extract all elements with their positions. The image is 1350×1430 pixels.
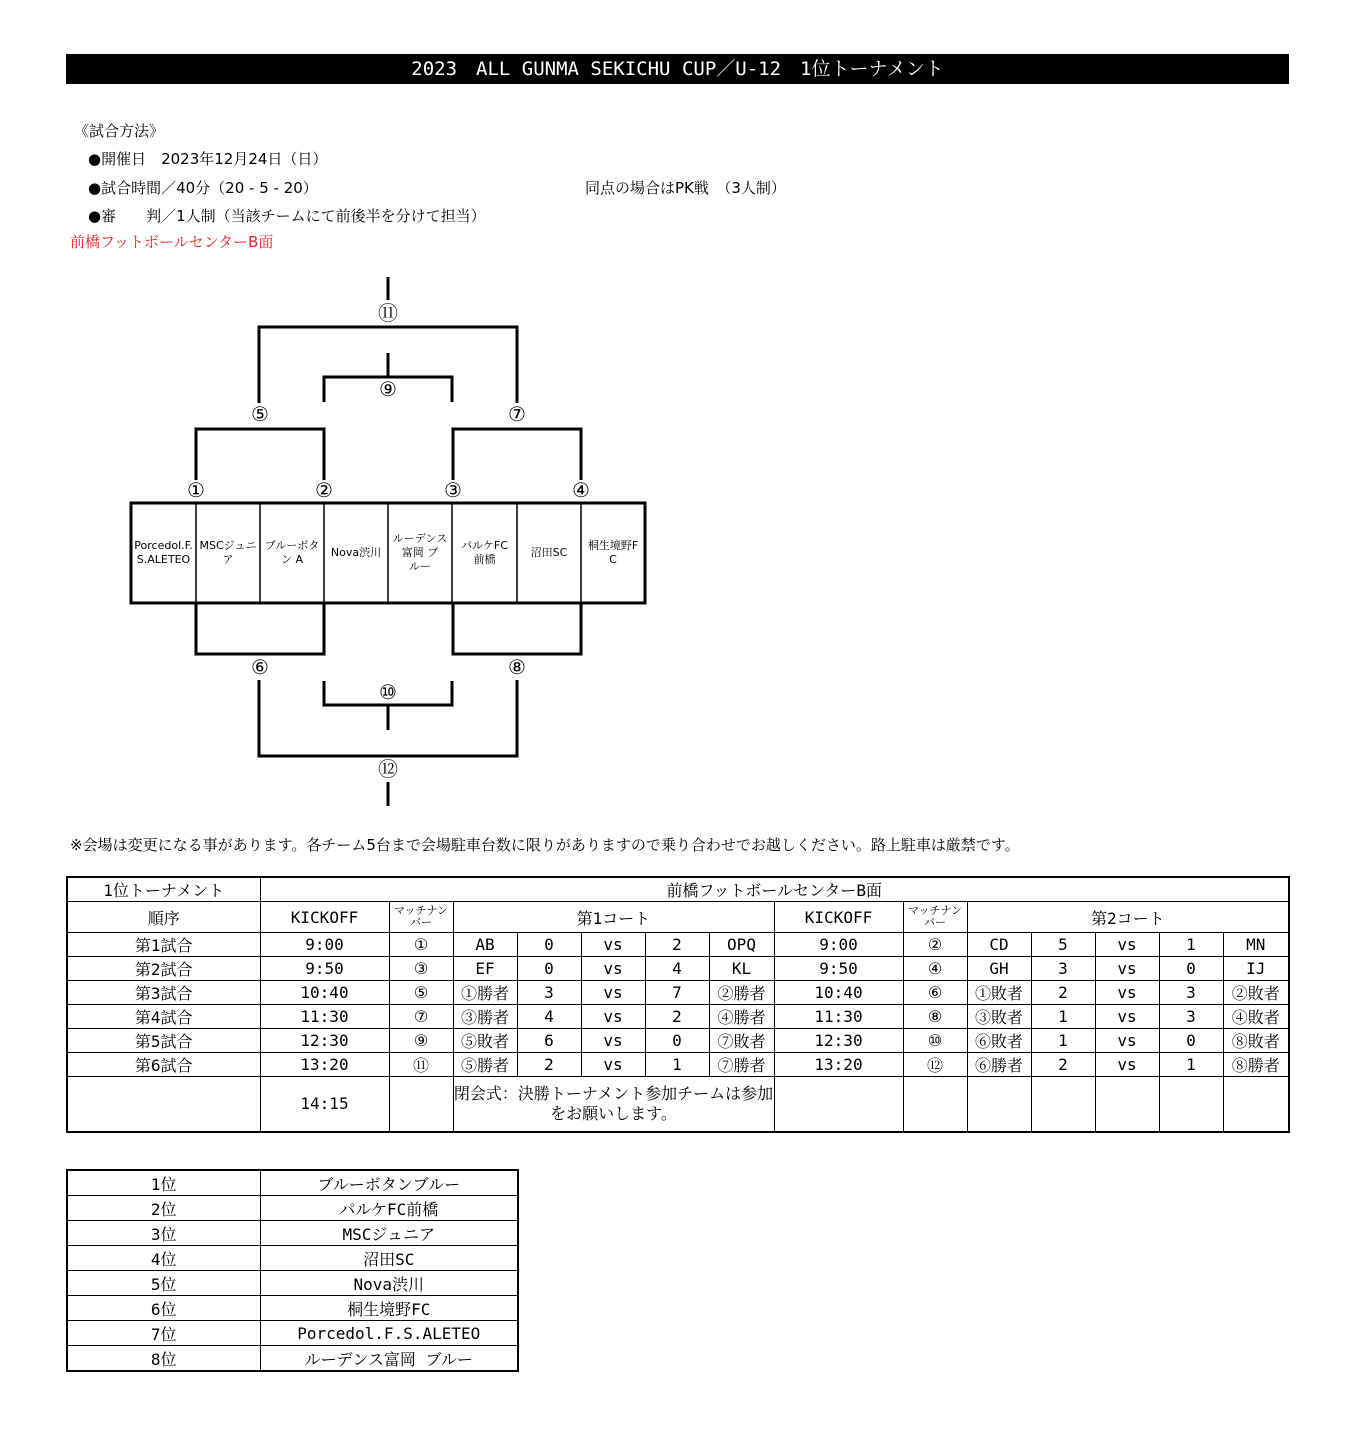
ranking-row <box>67 1321 518 1346</box>
ranking-team: ルーデンス富岡 ブルー <box>260 1346 518 1372</box>
ranking-row <box>67 1246 518 1271</box>
schedule-cell-s2a: 1 <box>1031 1005 1095 1029</box>
schedule-table <box>66 876 1290 1133</box>
schedule-cell-k2: 9:00 <box>774 933 903 957</box>
schedule-cell-s2a: 2 <box>1031 1053 1095 1077</box>
schedule-cell-m2: ⑫ <box>903 1053 967 1077</box>
schedule-cell-s2b: 3 <box>1159 1005 1223 1029</box>
schedule-cell-vs2: vs <box>1095 981 1159 1005</box>
schedule-cell-t1b: ⑦敗者 <box>709 1029 774 1053</box>
schedule-cell-k2: 10:40 <box>774 981 903 1005</box>
schedule-cell-t2b: ②敗者 <box>1223 981 1289 1005</box>
header-court-2: 第2コート <box>967 902 1289 933</box>
match-number-10: ⑩ <box>379 680 397 704</box>
closing-empty <box>1095 1077 1159 1132</box>
ranking-rank: 4位 <box>67 1246 260 1271</box>
schedule-cell-s2b: 0 <box>1159 1029 1223 1053</box>
closing-empty <box>1031 1077 1095 1132</box>
schedule-cell-t2a: ③敗者 <box>967 1005 1031 1029</box>
referee-rule: ●審 判／1人制（当該チームにて前後半を分けて担当） <box>88 207 486 225</box>
ranking-table <box>66 1169 519 1372</box>
ranking-rank: 5位 <box>67 1271 260 1296</box>
schedule-cell-t1b: KL <box>709 957 774 981</box>
schedule-cell-m1: ① <box>389 933 453 957</box>
schedule-cell-t1a: ⑤敗者 <box>453 1029 517 1053</box>
ranking-team: MSCジュニア <box>260 1221 518 1246</box>
schedule-cell-k1: 10:40 <box>260 981 389 1005</box>
schedule-cell-k1: 13:20 <box>260 1053 389 1077</box>
schedule-row <box>67 957 1289 981</box>
ranking-team: 桐生境野FC <box>260 1296 518 1321</box>
schedule-cell-t1b: ⑦勝者 <box>709 1053 774 1077</box>
schedule-cell-s1a: 4 <box>517 1005 581 1029</box>
schedule-cell-vs2: vs <box>1095 957 1159 981</box>
parking-note: ※会場は変更になる事があります。各チーム5台まで会場駐車台数に限りがありますので乗り合わせでお越しください。路上駐車は厳禁です。 <box>70 836 1020 854</box>
schedule-row <box>67 1029 1289 1053</box>
schedule-cell-vs1: vs <box>581 1029 645 1053</box>
schedule-cell-t1a: ①勝者 <box>453 981 517 1005</box>
schedule-cell-order: 第5試合 <box>67 1029 260 1053</box>
closing-empty <box>1223 1077 1289 1132</box>
team-cell-3: ブルーボタ ン A <box>264 539 320 566</box>
team-cell-5: ルーデンス 富岡 ブ ルー <box>392 532 448 573</box>
team-cell-4: Nova渋川 <box>330 546 382 559</box>
schedule-cell-s1b: 7 <box>645 981 709 1005</box>
schedule-cell-t1b: ②勝者 <box>709 981 774 1005</box>
schedule-cell-s2b: 1 <box>1159 933 1223 957</box>
ranking-rank: 8位 <box>67 1346 260 1372</box>
schedule-header-row <box>67 877 1289 902</box>
schedule-cell-s2a: 3 <box>1031 957 1095 981</box>
schedule-cell-s1b: 4 <box>645 957 709 981</box>
schedule-cell-m2: ⑩ <box>903 1029 967 1053</box>
column-header-row <box>67 902 1289 933</box>
schedule-cell-m2: ④ <box>903 957 967 981</box>
schedule-row <box>67 933 1289 957</box>
venue-label: 前橋フットボールセンターB面 <box>70 233 274 251</box>
header-match-2: マッチナンバー <box>903 902 967 933</box>
schedule-cell-m1: ⑨ <box>389 1029 453 1053</box>
schedule-cell-s2a: 2 <box>1031 981 1095 1005</box>
header-match-1: マッチナンバー <box>389 902 453 933</box>
schedule-cell-order: 第1試合 <box>67 933 260 957</box>
schedule-cell-t2b: ④敗者 <box>1223 1005 1289 1029</box>
schedule-cell-order: 第4試合 <box>67 1005 260 1029</box>
schedule-cell-m1: ⑤ <box>389 981 453 1005</box>
schedule-cell-t1a: ③勝者 <box>453 1005 517 1029</box>
schedule-cell-s1a: 6 <box>517 1029 581 1053</box>
match-number-9: ⑨ <box>379 377 397 401</box>
event-date: ●開催日 2023年12月24日（日） <box>88 150 328 168</box>
schedule-cell-s1b: 2 <box>645 1005 709 1029</box>
schedule-cell-t1b: ④勝者 <box>709 1005 774 1029</box>
team-cell-2: MSCジュニ ア <box>199 539 257 566</box>
ranking-rank: 6位 <box>67 1296 260 1321</box>
schedule-cell-order: 第6試合 <box>67 1053 260 1077</box>
match-number-7: ⑦ <box>508 402 526 426</box>
schedule-cell-vs1: vs <box>581 981 645 1005</box>
schedule-cell-m1: ⑪ <box>389 1053 453 1077</box>
schedule-cell-t1a: EF <box>453 957 517 981</box>
schedule-cell-t1b: OPQ <box>709 933 774 957</box>
match-number-11: ⑪ <box>378 301 398 325</box>
header-order: 順序 <box>67 902 260 933</box>
schedule-cell-k2: 13:20 <box>774 1053 903 1077</box>
closing-empty <box>389 1077 453 1132</box>
schedule-cell-t2b: IJ <box>1223 957 1289 981</box>
ranking-row <box>67 1271 518 1296</box>
schedule-cell-s1a: 3 <box>517 981 581 1005</box>
schedule-cell-s1b: 2 <box>645 933 709 957</box>
ranking-team: パルケFC前橋 <box>260 1196 518 1221</box>
schedule-cell-m1: ⑦ <box>389 1005 453 1029</box>
match-number-6: ⑥ <box>251 655 269 679</box>
schedule-cell-vs1: vs <box>581 1005 645 1029</box>
schedule-cell-k1: 9:00 <box>260 933 389 957</box>
header-court-1: 第1コート <box>453 902 774 933</box>
ranking-team: ブルーボタンブルー <box>260 1170 518 1196</box>
section-label: 1位トーナメント <box>67 877 260 902</box>
schedule-cell-vs2: vs <box>1095 933 1159 957</box>
method-heading: 《試合方法》 <box>74 122 165 140</box>
match-number-1: ① <box>187 478 205 502</box>
closing-empty <box>67 1077 260 1132</box>
ranking-row <box>67 1170 518 1196</box>
ranking-row <box>67 1221 518 1246</box>
header-kickoff-2: KICKOFF <box>774 902 903 933</box>
schedule-cell-vs1: vs <box>581 957 645 981</box>
schedule-cell-k2: 11:30 <box>774 1005 903 1029</box>
schedule-cell-t2b: ⑧敗者 <box>1223 1029 1289 1053</box>
schedule-cell-s1a: 0 <box>517 957 581 981</box>
ranking-rank: 7位 <box>67 1321 260 1346</box>
schedule-venue: 前橋フットボールセンターB面 <box>260 877 1289 902</box>
closing-time: 14:15 <box>260 1077 389 1132</box>
schedule-cell-k1: 12:30 <box>260 1029 389 1053</box>
team-cell-6: パルケFC 前橋 <box>461 539 508 566</box>
match-duration: ●試合時間／40分（20 - 5 - 20） <box>88 179 318 197</box>
schedule-cell-k1: 11:30 <box>260 1005 389 1029</box>
schedule-cell-t2a: CD <box>967 933 1031 957</box>
match-number-4: ④ <box>572 478 590 502</box>
schedule-cell-t1a: AB <box>453 933 517 957</box>
schedule-cell-m2: ⑧ <box>903 1005 967 1029</box>
schedule-cell-vs2: vs <box>1095 1053 1159 1077</box>
schedule-cell-order: 第2試合 <box>67 957 260 981</box>
ranking-team: Porcedol.F.S.ALETEO <box>260 1321 518 1346</box>
closing-empty <box>1159 1077 1223 1132</box>
closing-empty <box>774 1077 903 1132</box>
schedule-row <box>67 981 1289 1005</box>
schedule-cell-s2b: 3 <box>1159 981 1223 1005</box>
closing-ceremony-text: 閉会式：決勝トーナメント参加チームは参加をお願いします。 <box>453 1077 774 1132</box>
match-number-3: ③ <box>444 478 462 502</box>
schedule-cell-t2a: ①敗者 <box>967 981 1031 1005</box>
ranking-rank: 3位 <box>67 1221 260 1246</box>
schedule-cell-t2b: MN <box>1223 933 1289 957</box>
closing-empty <box>967 1077 1031 1132</box>
match-number-12: ⑫ <box>378 757 398 781</box>
team-cell-7: 沼田SC <box>530 546 568 559</box>
bracket-lines <box>0 0 700 830</box>
schedule-cell-m1: ③ <box>389 957 453 981</box>
schedule-cell-s2b: 1 <box>1159 1053 1223 1077</box>
schedule-cell-t2b: ⑧勝者 <box>1223 1053 1289 1077</box>
schedule-cell-k2: 12:30 <box>774 1029 903 1053</box>
schedule-cell-t2a: GH <box>967 957 1031 981</box>
schedule-cell-t2a: ⑥勝者 <box>967 1053 1031 1077</box>
header-kickoff-1: KICKOFF <box>260 902 389 933</box>
schedule-cell-s2b: 0 <box>1159 957 1223 981</box>
ranking-row <box>67 1346 518 1372</box>
schedule-cell-vs1: vs <box>581 933 645 957</box>
schedule-cell-k1: 9:50 <box>260 957 389 981</box>
schedule-cell-vs1: vs <box>581 1053 645 1077</box>
pk-rule: 同点の場合はPK戦 （3人制） <box>585 179 786 197</box>
schedule-cell-m2: ② <box>903 933 967 957</box>
team-cell-1: Porcedol.F. S.ALETEO <box>134 539 193 566</box>
schedule-cell-s1a: 0 <box>517 933 581 957</box>
schedule-cell-s2a: 5 <box>1031 933 1095 957</box>
schedule-row <box>67 1053 1289 1077</box>
schedule-cell-s2a: 1 <box>1031 1029 1095 1053</box>
match-number-5: ⑤ <box>251 402 269 426</box>
page-title: 2023 ALL GUNMA SEKICHU CUP／U-12 1位トーナメント <box>66 54 1289 84</box>
schedule-cell-vs2: vs <box>1095 1029 1159 1053</box>
schedule-cell-order: 第3試合 <box>67 981 260 1005</box>
ranking-team: Nova渋川 <box>260 1271 518 1296</box>
schedule-cell-t1a: ⑤勝者 <box>453 1053 517 1077</box>
match-number-8: ⑧ <box>508 655 526 679</box>
ranking-rank: 2位 <box>67 1196 260 1221</box>
schedule-cell-k2: 9:50 <box>774 957 903 981</box>
closing-empty <box>903 1077 967 1132</box>
schedule-cell-t2a: ⑥敗者 <box>967 1029 1031 1053</box>
ranking-team: 沼田SC <box>260 1246 518 1271</box>
schedule-cell-s1a: 2 <box>517 1053 581 1077</box>
ranking-row <box>67 1296 518 1321</box>
schedule-cell-s1b: 0 <box>645 1029 709 1053</box>
schedule-cell-vs2: vs <box>1095 1005 1159 1029</box>
closing-row <box>67 1077 1289 1132</box>
ranking-rank: 1位 <box>67 1170 260 1196</box>
schedule-cell-s1b: 1 <box>645 1053 709 1077</box>
schedule-row <box>67 1005 1289 1029</box>
match-number-2: ② <box>315 478 333 502</box>
ranking-row <box>67 1196 518 1221</box>
schedule-cell-m2: ⑥ <box>903 981 967 1005</box>
team-cell-8: 桐生境野F C <box>587 539 639 566</box>
